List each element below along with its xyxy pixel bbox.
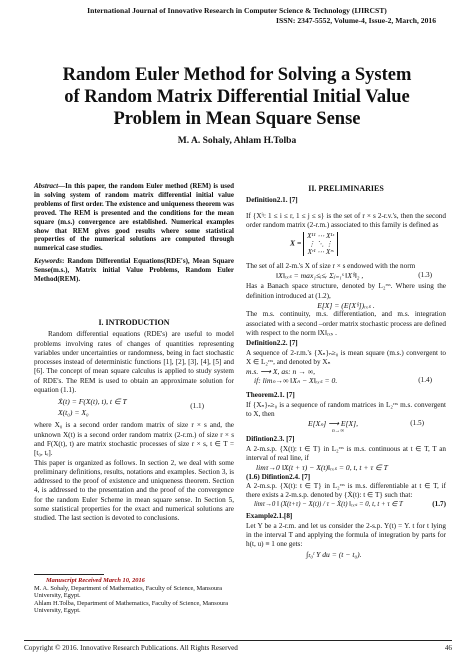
equation-1-1 — [34, 397, 234, 419]
keywords-label: Keywords — [34, 257, 62, 265]
manuscript-note — [34, 577, 234, 615]
definition-2-1-text-2: The set of all 2-m.'s X of size r × s endowed with the norm — [246, 262, 416, 271]
intro-heading: I. INTRODUCTION — [98, 318, 170, 327]
theorem-2-1-text: If {Xₙ}ₙ≥₀ is a sequence of random matrices in L₂ʳˣˢ m.s. convergent to X, then — [246, 400, 446, 419]
footnote-divider — [34, 574, 104, 575]
keywords — [34, 257, 234, 284]
example-2-1-text: Let Y be a 2-r.m. and let us consider the 2-s.p. Y(t) = Y. t for t lying in the interval T and applying the formula of integration by parts for h(t, u) ≡ 1 one gets: — [246, 521, 446, 549]
definition-2-3-text: A 2-m.s.p. {X(t): t ∈ T} in L₂ʳˣˢ is m.s. continuous at t ∈ T, T an interval of real line, if — [246, 444, 446, 462]
derivative-equation — [246, 500, 446, 512]
author-affiliation-2: Ahlam H.Tolba, Department of Mathematics, Faculty of Science, Mansoura University, Egypt. — [34, 599, 229, 615]
definition-2-4-text: A 2-m.s.p. {X(t): t ∈ T} in L₂ʳˣˢ is m.s. differentiable at t ∈ T, if there exists a 2-m.s.p. denoted by {Ẋ(t): t ∈ T} such that: — [246, 481, 446, 500]
theorem-formula: E[Xₙ] ⟶ E[X], — [308, 419, 358, 429]
continuity-equation: limτ→0 ‖X(t + τ) − X(t)‖ᵣₓₛ = 0, t, t + τ ∈ T — [256, 463, 388, 473]
definition-2-2-text: A sequence of 2-r.m.'s {Xₙ}ₙ≥₀ is mean square (m.s.) convergent to X ∈ L₂ʳˣˢ, and denoted by Xₙ — [246, 348, 446, 366]
theorem-2-1-title: Theorem2.1. [7] — [246, 391, 295, 400]
definition-2-4-title: (1.6) Difintion2.4. [7] — [246, 472, 311, 481]
issn-line: ISSN: 2347-5552, Volume-4, Issue-2, March, 2016 — [276, 16, 436, 25]
abstract — [34, 182, 234, 253]
integral-equation: ∫ₜ₀ᵗ Y du = (t − t₀). — [306, 549, 362, 559]
title-line-2: of Random Matrix Differential Initial Value — [64, 87, 410, 107]
received-date: Manuscript Received March 10, 2016 — [46, 577, 145, 584]
intro-paragraph-3: This paper is organized as follows. In section 2, we deal with some preliminary definitions, results, notations and examples. Section 3, is addressed to the proof of existence and uniqueness theorem. Section 4, is addressed to the presentation and the proof of the convergence for the random Euler Scheme in mean square sense. In Section 5, some statistical properties for the exact and numerical solutions are studied. The last section is devoted to conclusions. — [34, 458, 234, 523]
definition-2-1-title: Definition2.1. [7] — [246, 196, 298, 205]
equation-1-1-line-b: X(t₀) = X₀ — [58, 408, 89, 418]
equation-1-1-line-a: Ẋ(t) = F(X(t), t), t ∈ T — [58, 397, 127, 407]
title-line-1: Random Euler Method for Solving a System — [62, 65, 412, 85]
intro-paragraph-1: Random differential equations (RDE's) are useful to model problems involving rates of changes of quantities representing variables under uncertainties or randomness, being in fact stochastic processes instead of deterministic functions [1], [2], [3], [4], [5] and [6]. The concept of mean square calculus is applied to study system of RDE's. The REM is used to obtain an approximate solution for equation (1.1). — [34, 330, 234, 395]
journal-header — [0, 6, 474, 26]
matrix — [303, 232, 338, 256]
prelim-heading: II. PRELIMINARIES — [308, 184, 384, 193]
title-line-3: Problem in Mean Square Sense — [113, 109, 361, 129]
copyright: Copyright © 2016. Innovative Research Publications. All Rights Reserved — [24, 644, 238, 652]
matrix-definition — [290, 232, 446, 260]
introduction-section — [34, 318, 234, 524]
definition-2-1-text-3: Has a Banach space structure, denoted by L₂ʳˣˢ. Where using the definition introduced at (1.2), — [246, 282, 446, 300]
equation-number: (1.4) — [418, 376, 432, 385]
matrix-row-2: ⋮ ⋱ ⋮ — [308, 240, 333, 249]
norm-equation — [246, 271, 446, 282]
definition-2-1-text-4: The m.s. continuity, m.s. differentiation, and m.s. integration associated with a second –order matrix stochastic process are defined with respect to the norm ‖X‖ᵣₓₛ . — [246, 310, 446, 337]
matrix-lhs: X = — [290, 238, 302, 248]
convergence-arrow: m.s. ⟶ X, as: n → ∞, — [246, 367, 316, 377]
abstract-text: —In this paper, the random Euler method (REM) is used in solving system of random matrix differential initial value problems of first order. The existence and uniqueness theorem was proved. The REM is presented and the conditions for the mean square (m.s.) convergence are established. Numerical examples show that REM gives good results where some statistical properties of the numerical solutions are computed through numerical case studies. — [34, 182, 234, 253]
theorem-limit-sub: n→∞ — [332, 428, 345, 435]
paper-title — [10, 64, 464, 130]
norm-formula: ‖X‖ᵣₓₛ = max₁≤ᵢ≤ᵣ Σⱼ₌₁ˢ ‖Xⁱʲ‖₂ , — [276, 271, 364, 281]
theorem-equation — [246, 419, 446, 435]
definition-2-2-title: Definition2.2. [7] — [246, 339, 298, 348]
expectation-equation: E[X] = (E[Xⁱʲ])ᵣₓₛ . — [317, 301, 375, 311]
definition-2-3-title: Difintion2.3. [7] — [246, 435, 295, 444]
equation-number: (1.7) — [432, 500, 446, 509]
equation-number: (1.3) — [418, 271, 432, 280]
convergence-formula: if: limₙ→∞ ‖Xₙ − X‖ᵣₓₛ = 0. — [254, 376, 338, 386]
matrix-row-3: Xʳ¹ ⋯ Xʳˢ — [307, 248, 334, 257]
derivative-formula: limτ→0 ‖ (X(t+τ) − X(t)) / τ − Ẋ(t) ‖ᵣₓₛ = 0, t, t + τ ∈ T — [254, 501, 403, 509]
convergence-condition — [246, 376, 446, 387]
author-affiliation-1: M. A. Sohaly, Department of Mathematics, Faculty of Science, Mansoura University, Egypt. — [34, 584, 223, 600]
preliminaries-section — [246, 184, 446, 559]
example-2-1-title: Example2.1.[8] — [246, 512, 293, 521]
keywords-text: : Random Differential Equations(RDE's), Mean Square Sense(m.s.), Matrix initial Value Problems, Random Euler Method(REM). — [34, 257, 234, 283]
journal-name: International Journal of Innovative Research in Computer Science & Technology (IJIRCST) — [87, 6, 387, 15]
definition-2-1-text: If {Xⁱʲ: 1 ≤ i ≤ r, 1 ≤ j ≤ s} is the set of r × s 2-r.v.'s, then the second order random matrix (2-r.m.) associated to this family is defined as — [246, 211, 446, 229]
intro-paragraph-2: where X₀ is a second order random matrix of size r × s and, the unknown X(t) is a second order random matrix (2-r.m.) of size r × s and F(X(t), t) are matrix stochastic processes of size r × s, t ∈ T = [t₀, tₑ]. — [34, 421, 234, 458]
page-number: 46 — [444, 644, 452, 652]
equation-number: (1.5) — [410, 419, 424, 428]
footer-divider — [24, 640, 452, 641]
abstract-label: Abstract — [34, 182, 59, 190]
equation-number: (1.1) — [190, 402, 204, 411]
authors: M. A. Sohaly, Ahlam H.Tolba — [177, 136, 297, 146]
matrix-row-1: X¹¹ ⋯ X¹ˢ — [307, 232, 334, 241]
